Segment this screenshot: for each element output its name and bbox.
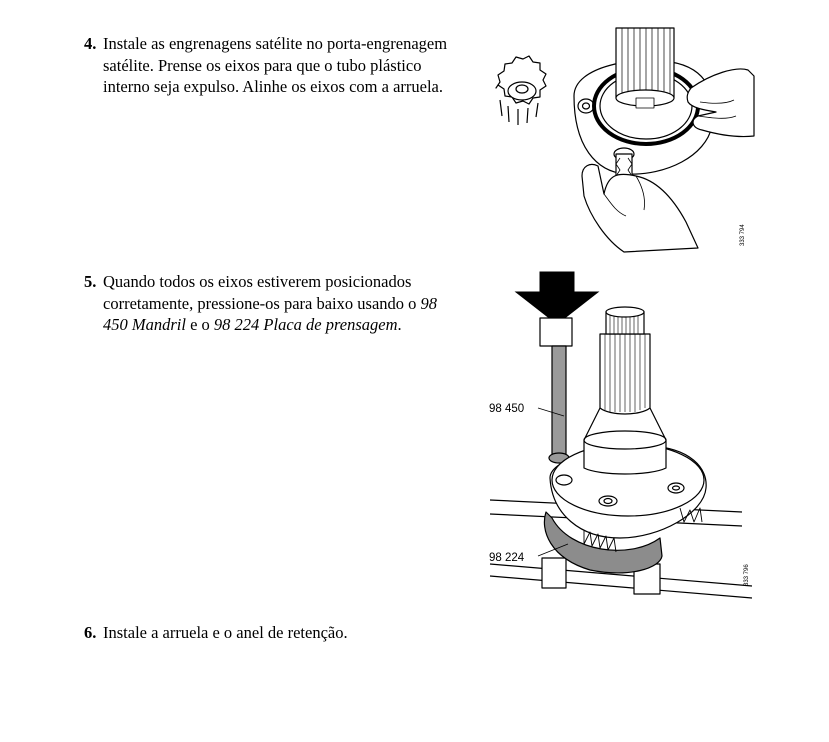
step-5	[84, 271, 464, 336]
loose-planet-gear	[496, 56, 546, 125]
step-number: 4.	[84, 34, 97, 53]
step-text-part: .	[397, 315, 402, 334]
step-text	[103, 33, 464, 98]
step-text-part: Instale as engrenagens satélite no porta-engrenagem satélite. Prense os eixos para que o tubo plástico interno seja expulso. Alinhe os eixos com a arruela.	[103, 34, 448, 96]
figure-code: 333 794	[740, 224, 746, 246]
step-number: 6.	[84, 623, 97, 642]
left-hand	[582, 164, 698, 252]
press-down-arrow	[516, 272, 598, 324]
step-4	[84, 33, 464, 98]
label-mandrel: 98 450	[489, 403, 525, 415]
tool-name-mandrel: 98 450 Mandril	[103, 293, 438, 334]
step-6	[84, 622, 464, 644]
step-text-part: Quando todos os eixos estiverem posicionados corretamente, pressione-os para baixo usando o	[103, 272, 421, 313]
mandrel-press-illustration	[480, 268, 760, 603]
step-text	[103, 271, 464, 336]
step-text	[103, 622, 464, 644]
label-press-plate: 98 224	[489, 552, 525, 564]
step-number: 5.	[84, 272, 97, 291]
mandrel-98450	[540, 318, 572, 463]
figure-code: 333 796	[744, 564, 750, 586]
tool-name-press-plate: 98 224 Placa de prensagem	[213, 315, 398, 334]
step-text-part: Instale a arruela e o anel de retenção.	[103, 623, 348, 642]
step-text-part: e o	[185, 315, 214, 334]
planet-gear-install-illustration	[486, 26, 756, 254]
